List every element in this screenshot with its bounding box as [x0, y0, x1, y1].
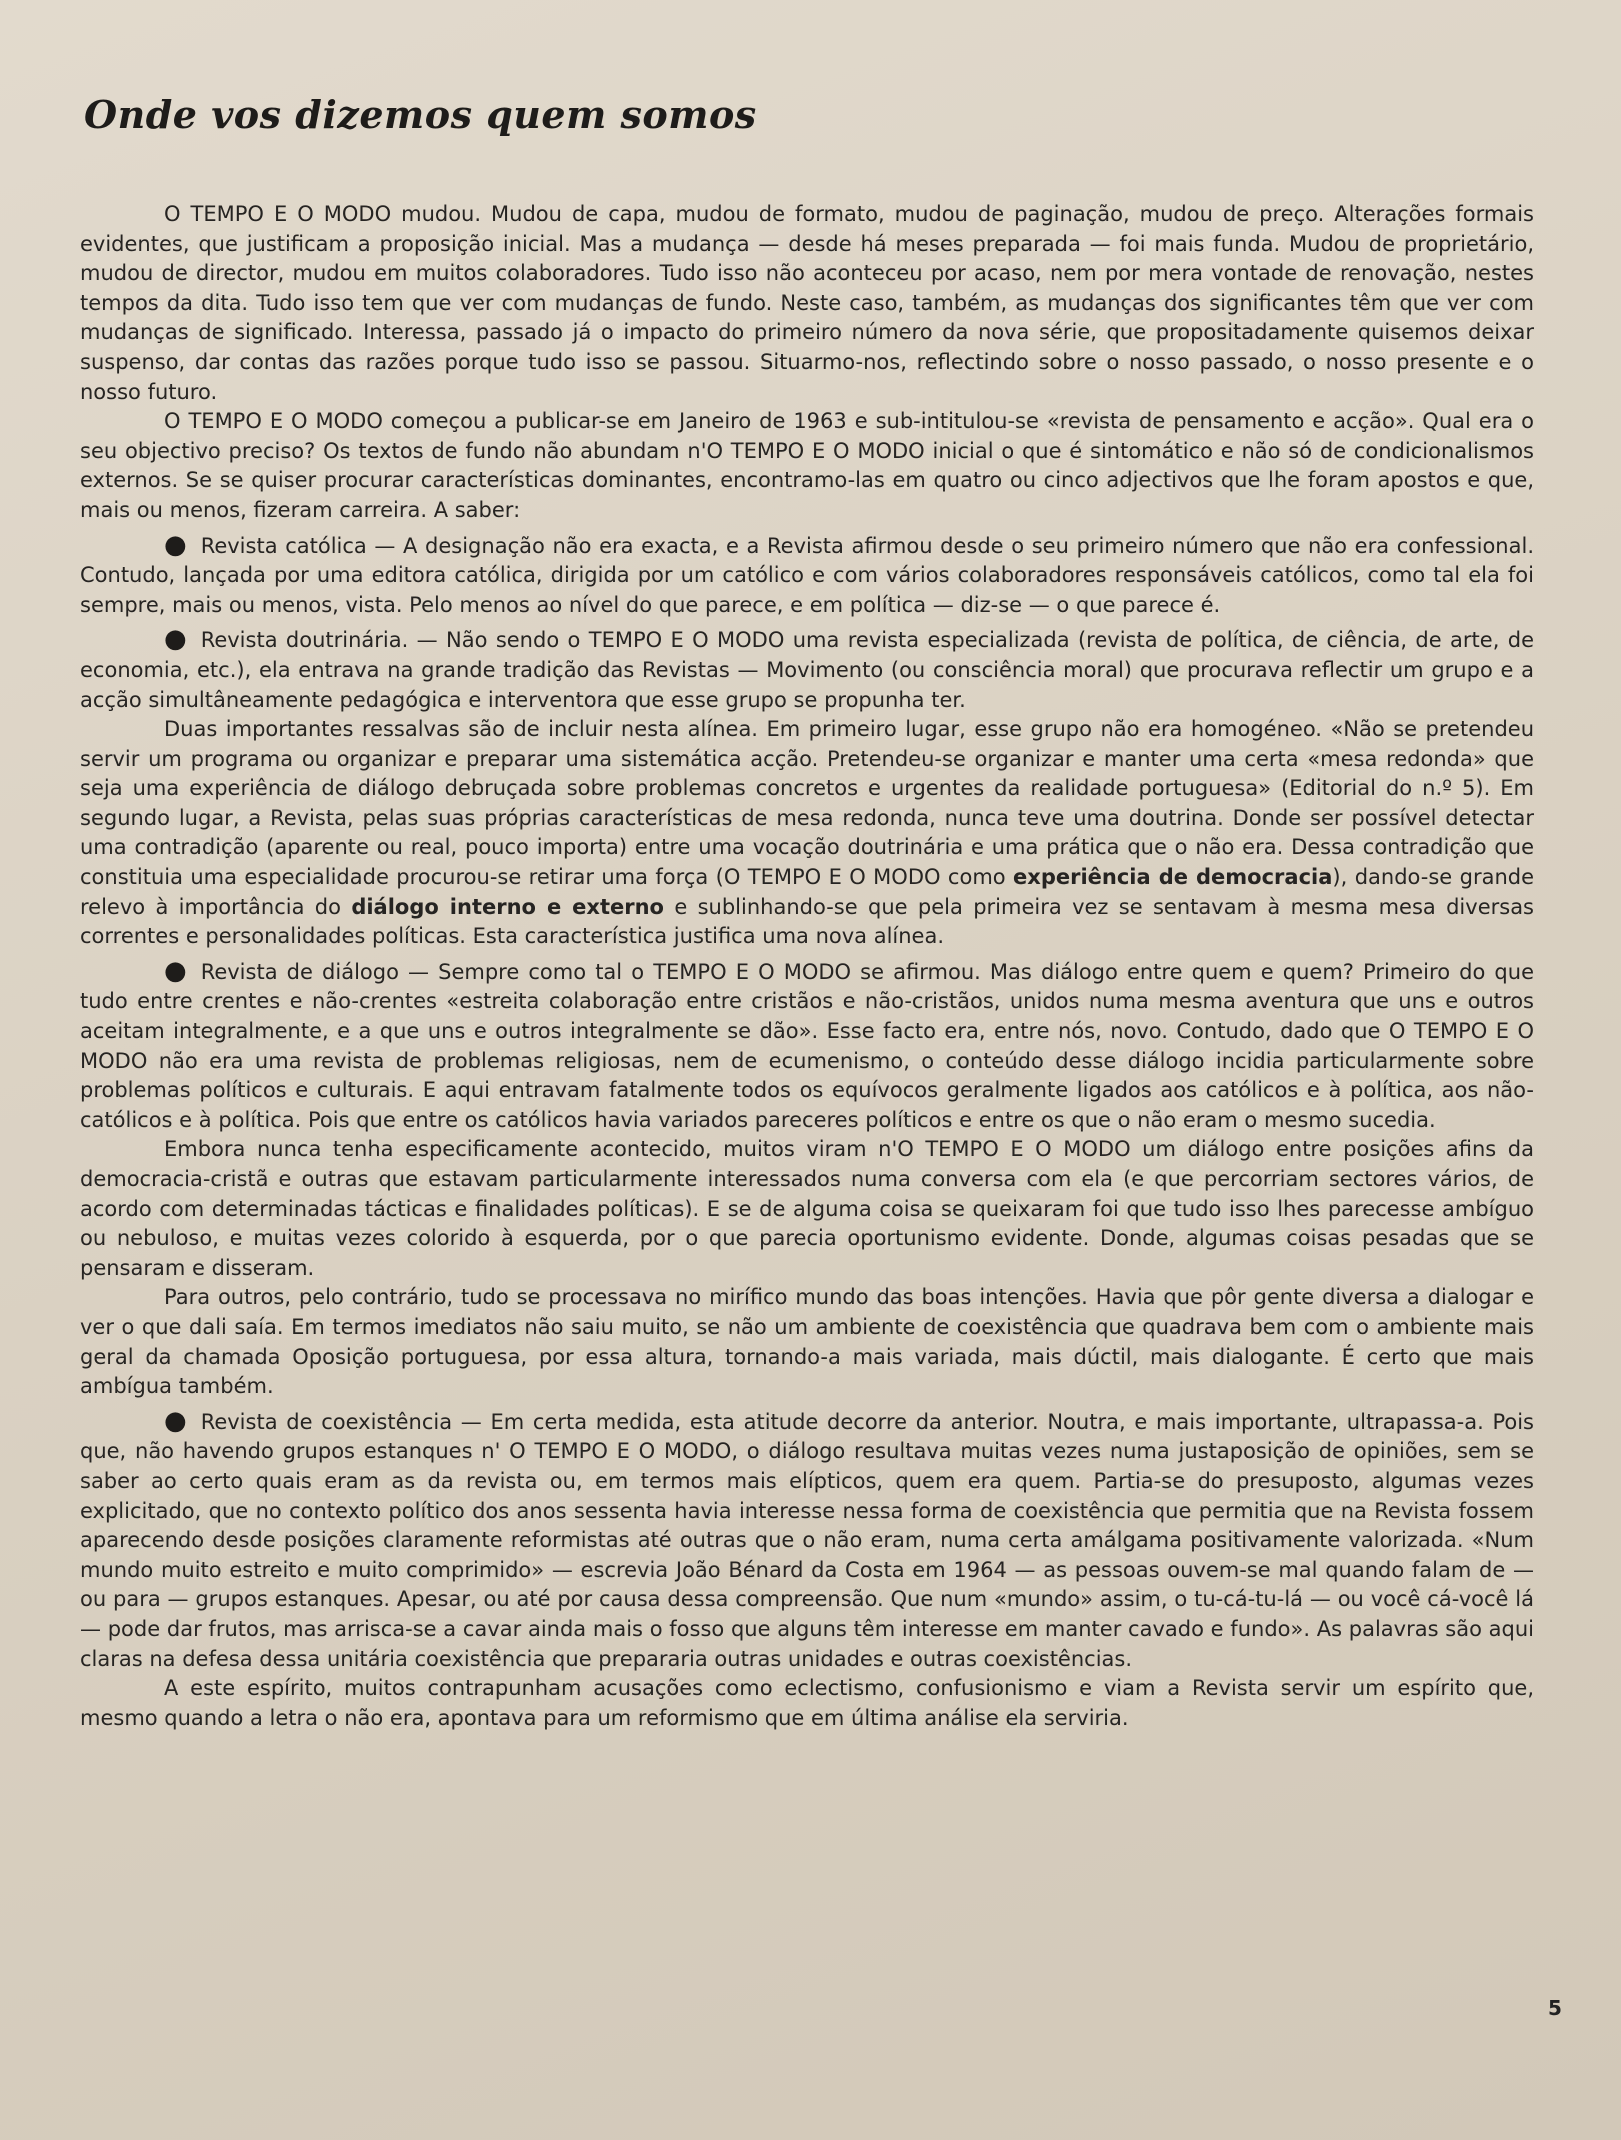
paragraph-text: A este espírito, muitos contrapunham acusações como eclectismo, confusionismo e viam a Revista servir um espírito que, mesmo quando a letra o não era, apontava para um reformismo que em última análise ela serviria. [80, 1676, 1534, 1730]
paragraph-text: Revista católica — A designação não era exacta, e a Revista afirmou desde o seu primeiro número que não era confessional. Contudo, lançada por uma editora católica, dirigida por um católico e com vários colaboradores responsáveis católicos, como tal ela foi sempre, mais ou menos, vista. Pelo menos ao nível do que parece, e em política — diz-se — o que parece é. [80, 533, 1534, 617]
bullet-icon: ● [164, 1405, 187, 1436]
paragraph-text: O TEMPO E O MODO começou a publicar-se em Janeiro de 1963 e sub-intitulou-se «revista de pensamento e acção». Qual era o seu objectivo preciso? Os textos de fundo não abundam n'O TEMPO E O MODO inicial o que é sintomático e não só de condicionalismos externos. Se se quiser procurar características dominantes, encontramo-las em quatro ou cinco adjectivos que lhe foram apostos e que, mais ou menos, fizeram carreira. A saber: [80, 409, 1534, 522]
paragraph [80, 1283, 1534, 1401]
article-title: Onde vos dizemos quem somos [84, 92, 757, 137]
paragraph-text: O TEMPO E O MODO mudou. Mudou de capa, mudou de formato, mudou de paginação, mudou de preço. Alterações formais evidentes, que justificam a proposição inicial. Mas a mudança — desde há meses preparada — foi mais funda. Mudou de proprietário, mudou de director, mudou em muitos colaboradores. Tudo isso não aconteceu por acaso, nem por mera vontade de renovação, nestes tempos da dita. Tudo isso tem que ver com mudanças de fundo. Neste caso, também, as mudanças dos significantes têm que ver com mudanças de significado. Interessa, passado já o impacto do primeiro número da nova série, que propositadamente quisemos deixar suspenso, dar contas das razões porque tudo isso se passou. Situarmo-nos, reflectindo sobre o nosso passado, o nosso presente e o nosso futuro. [80, 202, 1534, 404]
paragraph [80, 407, 1534, 525]
paragraph-text: Duas importantes ressalvas são de incluir nesta alínea. Em primeiro lugar, esse grupo não era homogéneo. «Não se pretendeu servir um programa ou organizar e preparar uma sistemática acção. Pretendeu-se organizar e manter uma certa «mesa redonda» que seja uma experiência de diálogo debruçada sobre problemas concretos e urgentes da realidade portuguesa» (Editorial do n.º 5). Em segundo lugar, a Revista, pelas suas próprias características de mesa redonda, nunca teve uma doutrina. Donde ser possível detectar uma contradição (aparente ou real, pouco importa) entre uma vocação doutrinária e uma prática que o não era. Dessa contradição que constituia uma especialidade procurou-se retirar uma força (O TEMPO E O MODO como [80, 717, 1534, 890]
paragraph-text: Revista de diálogo — Sempre como tal o TEMPO E O MODO se afirmou. Mas diálogo entre quem e quem? Primeiro do que tudo entre crentes e não-crentes «estreita colaboração entre cristãos e não-cristãos, unidos numa mesma aventura que uns e outros aceitam integralmente, e a que uns e outros integralmente se dão». Esse facto era, entre nós, novo. Contudo, dado que O TEMPO E O MODO não era uma revista de problemas religiosas, nem de ecumenismo, o conteúdo desse diálogo incidia particularmente sobre problemas políticos e culturais. E aqui entravam fatalmente todos os equívocos geralmente ligados aos católicos e à política, aos não-católicos e à política. Pois que entre os católicos havia variados pareceres políticos e entre os que o não eram o mesmo sucedia. [80, 959, 1534, 1132]
article-body [80, 200, 1534, 1733]
bullet-paragraph [80, 626, 1534, 715]
paragraph-text: ), dando-se grande relevo à importância do [80, 865, 1535, 919]
bullet-paragraph [80, 955, 1534, 1136]
page-number: 5 [1548, 1996, 1562, 2020]
bold-phrase: experiência de democracia [1013, 865, 1333, 890]
bullet-icon: ● [164, 624, 187, 655]
bullet-paragraph [80, 1405, 1534, 1674]
bold-phrase: diálogo interno e externo [351, 894, 664, 919]
paragraph [80, 200, 1534, 407]
bullet-paragraph [80, 529, 1534, 621]
paragraph-text: Para outros, pelo contrário, tudo se processava no mirífico mundo das boas intenções. Havia que pôr gente diversa a dialogar e ver o que dali saía. Em termos imediatos não saiu muito, se não um ambiente de coexistência que quadrava bem com o ambiente mais geral da chamada Oposição portuguesa, por essa altura, tornando-a mais variada, mais dúctil, mais dialogante. É certo que mais ambígua também. [80, 1285, 1534, 1399]
paragraph-text: Revista de coexistência — Em certa medida, esta atitude decorre da anterior. Noutra, e mais importante, ultrapassa-a. Pois que, não havendo grupos estanques n' O TEMPO E O MODO, o diálogo resultava muitas vezes numa justaposição de opiniões, sem se saber ao certo quais eram as da revista ou, em termos mais elípticos, quem era quem. Partia-se do presuposto, algumas vezes explicitado, que no contexto político dos anos sessenta havia interesse nessa forma de coexistência que permitia que na Revista fossem aparecendo desde posições claramente reformistas até outras que o não eram, numa certa amálgama positivamente valorizada. «Num mundo muito estreito e muito comprimido» — escrevia João Bénard da Costa em 1964 — as pessoas ouvem-se mal quando falam de — ou para — grupos estanques. Apesar, ou até por causa dessa compreensão. Que num «mundo» assim, o tu-cá-tu-lá — ou você cá-você lá — pode dar frutos, mas arrisca-se a cavar ainda mais o fosso que alguns têm interesse em manter cavado e fundo». As palavras são aqui claras na defesa dessa unitária coexistência que prepararia outras unidades e outras coexistências. [80, 1409, 1534, 1671]
bullet-icon: ● [164, 529, 187, 560]
bullet-icon: ● [164, 955, 187, 986]
paragraph-text: Revista doutrinária. — Não sendo o TEMPO E O MODO uma revista especializada (revista de política, de ciência, de arte, de economia, etc.), ela entrava na grande tradição das Revistas — Movimento (ou consciência moral) que procurava reflectir um grupo e a acção simultâneamente pedagógica e interventora que esse grupo se propunha ter. [80, 628, 1534, 712]
paragraph-text: e sublinhando-se que pela primeira vez se sentavam à mesma mesa diversas correntes e personalidades políticas. Esta característica justifica uma nova alínea. [80, 894, 1534, 949]
paragraph [80, 715, 1534, 952]
paragraph [80, 1674, 1534, 1733]
paragraph-text: Embora nunca tenha especificamente acontecido, muitos viram n'O TEMPO E O MODO um diálogo entre posições afins da democracia-cristã e outras que estavam particularmente interessados numa conversa com ela (e que percorriam sectores vários, de acordo com determinadas tácticas e finalidades políticas). E se de alguma coisa se queixaram foi que tudo isso lhes parecesse ambíguo ou nebuloso, e muitas vezes colorido à esquerda, por o que parecia oportunismo evidente. Donde, algumas coisas pesadas que se pensaram e disseram. [80, 1137, 1534, 1280]
paragraph [80, 1135, 1534, 1283]
